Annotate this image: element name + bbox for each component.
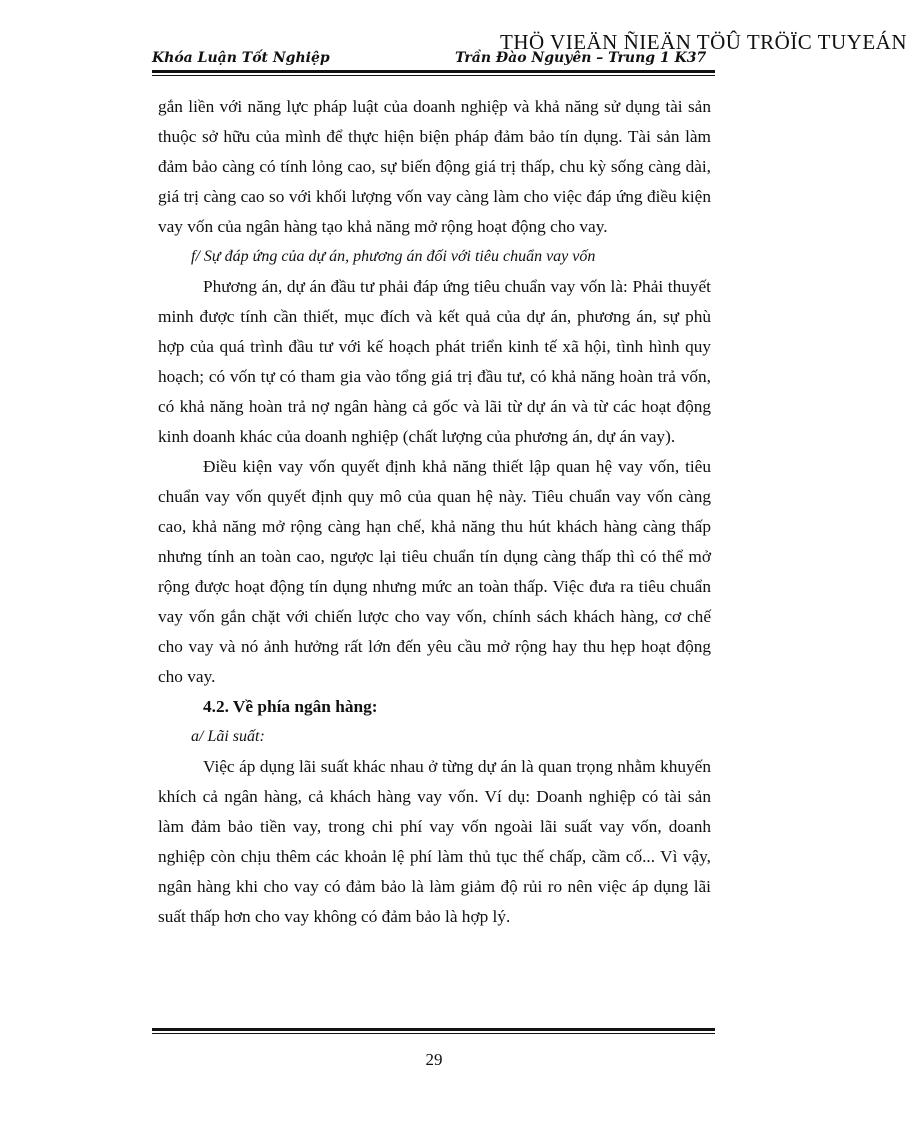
paragraph-project-standards: Phương án, dự án đầu tư phải đáp ứng tiêu chuẩn vay vốn là: Phải thuyết minh được tính cần thiết, mục đích và kết quả của dự án, phương án, sự phù hợp của quá trình đầu tư với kế hoạch phát triển kinh tế xã hội, tình hình quy hoạch; có vốn tự có tham gia vào tổng giá trị đầu tư, có khả năng hoàn trả vốn, có khả năng hoàn trả nợ ngân hàng cả gốc và lãi từ dự án và từ các hoạt động kinh doanh khác của doanh nghiệp (chất lượng của phương án, dự án vay). <box>158 277 711 446</box>
paragraph-continuation: gắn liền với năng lực pháp luật của doanh nghiệp và khả năng sử dụng tài sản thuộc sở hữu của mình để thực hiện biện pháp đảm bảo tín dụng. Tài sản làm đảm bảo càng có tính lỏng cao, sự biến động giá trị thấp, chu kỳ sống càng dài, giá trị càng cao so với khối lượng vốn vay càng làm cho việc đáp ứng điều kiện vay vốn của ngân hàng tạo khả năng mở rộng hoạt động cho vay. <box>158 97 711 236</box>
section-heading-bank: 4.2. Về phía ngân hàng: <box>203 697 378 716</box>
header-rule <box>152 70 715 73</box>
header-author: Trần Đào Nguyên – Trung 1 K37 <box>455 50 707 66</box>
subheading-f: f/ Sự đáp ứng của dự án, phương án đối với tiêu chuẩn vay vốn <box>191 248 596 265</box>
subheading-interest-rate: a/ Lãi suất: <box>191 728 265 745</box>
paragraph-loan-conditions: Điều kiện vay vốn quyết định khả năng thiết lập quan hệ vay vốn, tiêu chuẩn vay vốn quyết định quy mô của quan hệ này. Tiêu chuẩn vay vốn càng cao, khả năng mở rộng càng hạn chế, khả năng thu hút khách hàng càng thấp nhưng tính an toàn cao, ngược lại tiêu chuẩn tín dụng càng thấp thì có thể mở rộng được hoạt động tín dụng nhưng mức an toàn thấp. Việc đưa ra tiêu chuẩn vay vốn gắn chặt với chiến lược cho vay vốn, chính sách khách hàng, cơ chế cho vay và nó ảnh hưởng rất lớn đến yêu cầu mở rộng hay thu hẹp hoạt động cho vay. <box>158 457 711 686</box>
header-thesis-title: Khóa Luận Tốt Nghiệp <box>152 50 330 66</box>
footer-rule <box>152 1028 715 1031</box>
paragraph-interest-rate: Việc áp dụng lãi suất khác nhau ở từng dự án là quan trọng nhằm khuyến khích cả ngân hàng, cả khách hàng vay vốn. Ví dụ: Doanh nghiệp có tài sản làm đảm bảo tiền vay, trong chi phí vay vốn ngoài lãi suất vay vốn, doanh nghiệp còn chịu thêm các khoản lệ phí làm thủ tục thế chấp, cầm cố... Vì vậy, ngân hàng khi cho vay có đảm bảo là làm giảm độ rủi ro nên việc áp dụng lãi suất thấp hơn cho vay không có đảm bảo là hợp lý. <box>158 757 711 926</box>
page-body <box>158 92 711 932</box>
library-watermark: THÖ VIEÄN ÑIEÄN TÖÛ TRÖÏC TUYEÁN <box>500 30 907 54</box>
page-number: 29 <box>425 1050 443 1069</box>
footer-rule-thin <box>152 1033 715 1034</box>
header-rule-thin <box>152 75 715 76</box>
